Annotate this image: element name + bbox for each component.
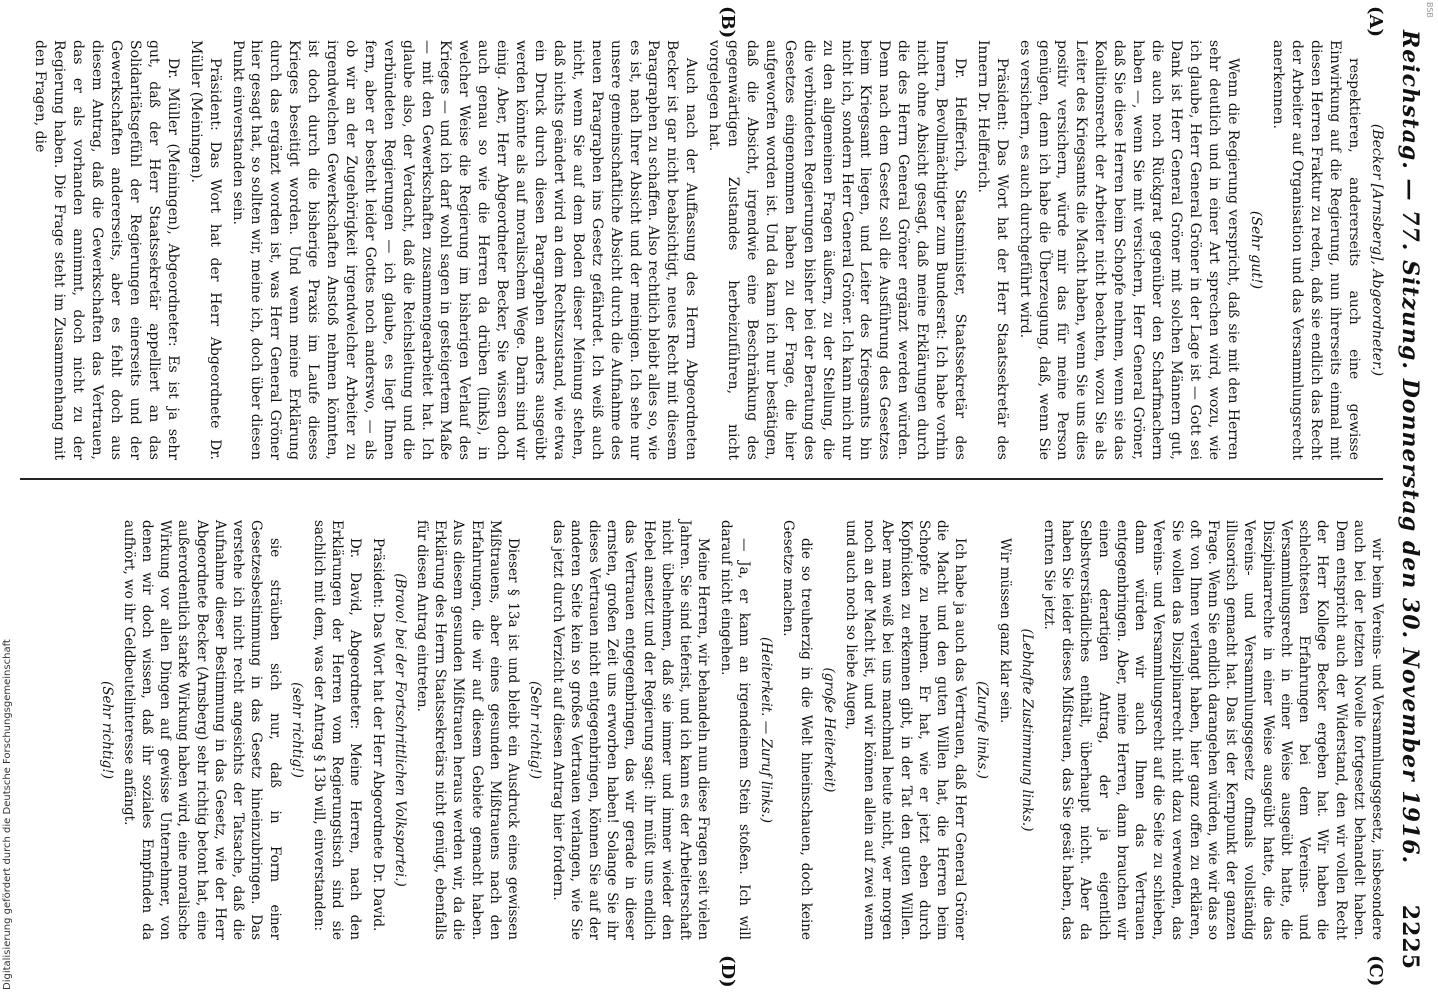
page-header — [1390, 30, 1430, 970]
paragraph: Dr. Müller (Meiningen), Abgeordneter: Es ist ja sehr gut, daß der Herr Staatssekretär appelliert an das Solidaritätsgefühl der Regierungen einerseits und der Gewerkschaften andererseits, aber es fehlt doch aus diesem Antrag, daß die Gewerkschaften das Vertrauen, das er als vorhanden annimmt, doch nicht zu der Regierung haben. Die Frage steht im Zusammenhang mit den Fragen, die — [32, 40, 181, 460]
corner-mark: BSB — [1425, 2, 1434, 18]
margin-mark-b: (B) — [717, 6, 738, 39]
paragraph: (Bravo! bei der Fortschrittlichen Volkspartei.) — [391, 573, 408, 887]
paragraph: (Sehr richtig!) — [98, 680, 115, 780]
paragraph: Auch nach der Auffassung des Herrn Abgeordneten Becker ist gar nicht beabsichtigt, neues Recht mit diesem Paragraphen zu schaffen. Also rechtlich bleibt alles so, wie es ist, nach Ihrer Absicht und der meinigen. Ich sehe nur unsere gemeinschaftliche Absicht durch die Aufnahme des neuen Paragraphen ins Gesetz gefährdet. Ich weiß auch nicht, wenn Sie auf dem Boden dieser Meinung stehen, daß nichts geändert wird an dem Rechtszustand, wie etwa ein Druck durch diesen Paragraphen anders ausgeübt werden könnte als auf moralischem Wege. Darin sind wir einig. Aber, Herr Abgeordneter Becker, Sie wissen doch auch genau so wie die Herren da drüben (links), in welcher Weise die Regierung im bisherigen Verlauf des Krieges — und ich darf wohl sagen in gesteigertem Maße — mit den Gewerkschaften zusammengearbeitet hat. Ich glaube also, der Verdacht, daß die Reichsleitung und die verbündeten Regierungen — ich glaube, es liegt Ihnen fern, aber er besteht leider Gottes noch anderswo, — als ob wir an der Zugehörigkeit irgendwelcher Arbeiter zu irgendwelchen Gewerkschaften Anstoß nehmen könnten, ist doch durch die bisherige Praxis im Laufe dieses Krieges beseitigt worden. Und wenn meine Erklärung durch das ergänzt worden ist, was Herr General Gröner hier gesagt hat, so sollten wir, meine ich, doch über diesen Punkt einverstanden sein. — [229, 40, 700, 460]
paragraph: (Sehr gut!) — [1247, 210, 1264, 290]
left-text-column — [27, 40, 1386, 460]
paragraph: Meine Herren, wir behandeln nun diese Fragen seit vielen Jahren. Sie sind tieferist, und ich kann es der Arbeiterschaft nicht übelnehmen, daß sie immer und immer wieder den Hebel ansetzt und der Regierung sagt: ihr müßt uns endlich das Vertrauen entgegenbringen, das wir gerade in dieser ernsten, großen Zeit uns erworben haben! Solange Sie ihr dieses Vertrauen nicht entgegenbringen, können Sie auf der anderen Seite kein so großes Vertrauen verlangen, wie Sie das jetzt durch Verzicht auf diesen Antrag hier fordern. — [549, 520, 712, 940]
paragraph: die so treuherzig in die Welt hineinschauen, doch keine Gesetze machen. — [780, 520, 815, 940]
paragraph: Wenn die Regierung verspricht, daß sie mit den Herren sehr deutlich und in einer Art sprechen wird, wozu, wie ich glaube, Herr General Gröner in der Lage ist — Gott sei Dank ist Herr General Gröner mit solchen Männern gut, die auch noch Rückgrat gegenüber den Scharfmachern haben —, wenn Sie mit versichern, Herr General Gröner, daß Sie diese Herren beim Schopfe nehmen, wenn sie das Koalitionsrecht der Arbeiter nicht beachten, wozu Sie als Leiter des Kriegsamts die Macht haben, wenn Sie uns dies positiv versichern, würde mir das für meine Person genügen, denn ich habe die Überzeugung, daß, wenn Sie es versichern, es auch durchgeführt wird. — [1016, 40, 1241, 460]
running-title: Reichstag. — 77. Sitzung. Donnerstag den 30. November 1916. — [1397, 30, 1423, 865]
paragraph: (Sehr richtig!) — [527, 680, 544, 780]
paragraph: respektieren, andererseits auch eine gewisse Einwirkung auf die Regierung, nun ihrerseits einmal mit diesen Herren Fraktur zu reden, daß sie endlich das Recht der Arbeiter auf Organisation und das Versammlungsrecht anerkennen. — [1270, 40, 1363, 460]
paragraph: (sehr richtig!) — [288, 682, 305, 778]
paragraph: (Becker [Arnsberg], Abgeordneter.) — [1369, 123, 1385, 377]
margin-mark-c: (C) — [1365, 955, 1386, 987]
page-number: 2225 — [1397, 904, 1423, 970]
margin-mark-a: (A) — [1365, 6, 1386, 37]
paragraph: (Lebhafte Zustimmung links.) — [1018, 628, 1035, 832]
paragraph: Dieser § 13a ist und bleibt ein Ausdruck eines gewissen Mißtrauens, aber eines gesunden Mißtrauens nach den Erfahrungen, die wir auf diesem Gebiete gemacht haben. Aus diesem gesunden Mißtrauen heraus werden wir, da die Erklärung des Herrn Staatssekretärs nicht genügt, ebenfalls für diesen Antrag eintreten. — [414, 520, 522, 940]
paragraph: Dr. David, Abgeordneter: Meine Herren, nach den Erklärungen der Herren vom Regierungstisch sind sie sachlich mit dem, was der Antrag § 13b will, einverstanden: — [310, 520, 364, 940]
paragraph: — Ja, er kann an irgendeinem Stein stoßen. Ich will darauf nicht eingehen. — [717, 520, 752, 940]
paragraph: Präsident: Das Wort hat der Herr Staatssekretär des Innern Dr. Helfferich. — [974, 40, 1010, 460]
margin-mark-d: (D) — [717, 955, 738, 988]
paragraph: Wir müssen ganz klar sein. — [996, 538, 1013, 724]
paragraph: (große Heiterkeit) — [820, 667, 837, 793]
digitization-note: Digitalisierung gefördert durch die Deutsche Forschungsgemeinschaft — [2, 639, 13, 990]
paragraph: sie sträuben sich nur, daß in Form einer Gesetzesbestimmung in das Gesetz hineinzubringen. Das verstehe ich nicht recht angesichts der Tatsache, daß die Aufnahme dieser Bestimmung in das Gesetz, wie der Herr Abgeordnete Becker (Arnsberg) sehr richtig betont hat, eine außerordentlich starke Wirkung haben wird, eine moralische Wirkung vor allen Dingen auf gewisse Unternehmer, von denen wir doch wissen, daß ihr soziales Empfinden da aufhört, wo ihr Geldbeutelinteresse anfängt. — [120, 520, 283, 940]
paragraph: Ich habe ja auch das Vertrauen, daß Herr General Gröner die Macht und den guten Willen hat, die Herren beim Schopfe zu nehmen. Er hat, wie er jetzt eben durch Kopfnicken zu erkennen gibt, in der Tat den guten Willen. Aber man weiß bei uns manchmal heute nicht, wer morgen noch an der Macht ist, und wir können allein auf zwei wenn und auch noch so liebe Augen, — [842, 520, 969, 940]
paragraph: Dr. Helfferich, Staatsminister, Staatssekretär des Innern, Bevollmächtigter zum Bundesrat: Ich habe vorhin nicht ohne Absicht gesagt, daß meine Erklärungen durch die des Herrn General Gröner ergänzt werden würden. Denn nach dem Gesetz soll die Ausführung des Gesetzes beim Kriegsamt liegen, und Leiter des Kriegsamts bin nicht ich, sondern Herr General Gröner. Ich kann mich nur zu den allgemeinen Fragen äußern, zu der Stellung, die die verbündeten Regierungen bisher bei der Beratung des Gesetzes eingenommen haben zu der Frage, die hier aufgeworfen worden ist. Und da kann ich nur bestätigen, daß die Absicht, irgendwie eine Beschränkung des gegenwärtigen Zustandes herbeizuführen, nicht vorgelegen hat. — [706, 40, 968, 460]
right-text-column — [93, 520, 1386, 940]
paragraph: Präsident: Das Wort hat der Herr Abgeordnete Dr. David. — [369, 538, 386, 932]
paragraph: (Zurufe links.) — [974, 681, 991, 779]
paragraph: (Heiterkeit. — Zuruf links.) — [758, 636, 774, 823]
column-divider — [20, 478, 1383, 480]
paragraph: wir beim Vereins- und Versammlungsgesetz, insbesondere auch bei der letzten Novelle fortgesetzt behandelt haben. Dem entspricht auch der Widerstand, den wir vollen Recht der Herr Kollege Becker ergeben hat. Wir haben die schlechtesten Erfahrungen bei dem Vereins- und Versammlungsrecht in einer Weise ausgeübt hatte, die Disziplinarrechte in einer Weise ausgeübt hatte, die das Vereins- und Versammlungsgesetz oftmals vollständig illusorisch gemacht hat. Das ist der Kernpunkt der ganzen Frage. Wenn Sie endlich darangehen würden, wie wir das so oft von Ihnen verlangt haben, hier ganz offen zu erklären, Sie wollen das Disziplinarrecht nicht dazu verwenden, das Vereins- und Versammlungsrecht auf die Seite zu schieben, dann würden wir auch Ihnen das Vertrauen entgegenbringen. Aber, meine Herren, dann brauchen wir einen derartigen Antrag, der ja eigentlich Selbstverständliches enthält, überhaupt nicht. Aber da haben Sie leider dieses Mißtrauen, das Sie gesät haben, das ernten Sie jetzt. — [1041, 520, 1385, 940]
paragraph: Präsident: Das Wort hat der Herr Abgeordnete Dr. Müller (Meiningen). — [187, 40, 223, 460]
